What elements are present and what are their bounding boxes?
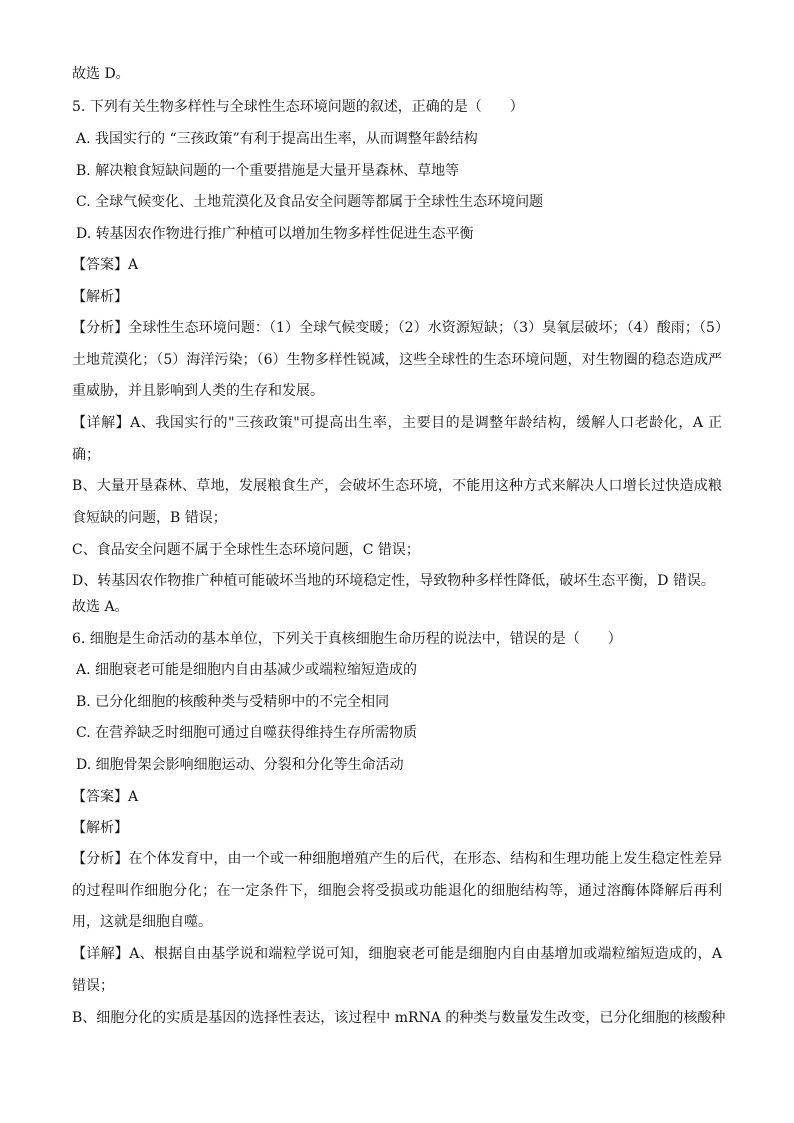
q5-answer: 【答案】A xyxy=(72,257,139,273)
q5-option-b: B. 解决粮食短缺问题的一个重要措施是大量开垦森林、草地等 xyxy=(76,163,460,179)
q6-analysis-heading: 【解析】 xyxy=(72,820,128,836)
q5-analysis-heading: 【解析】 xyxy=(72,289,128,305)
q5-detail-d: D、转基因农作物推广种植可能破坏当地的环境稳定性，导致物种多样性降低，破坏生态平衡，D 错误。 xyxy=(72,573,715,589)
q5-option-d: D. 转基因农作物进行推广种植可以增加生物多样性促进生态平衡 xyxy=(76,226,474,242)
q5-detail-c: C、食品安全问题不属于全球性生态环境问题，C 错误； xyxy=(72,542,420,558)
q5-option-c: C. 全球气候变化、土地荒漠化及食品安全问题等都属于全球性生态环境问题 xyxy=(76,194,544,210)
q5-detail-b: B、大量开垦森林、草地，发展粮食生产，会破坏生态环境，不能用这种方式来解决人口增长过快造成粮食短缺的问题，B 错误； xyxy=(72,478,722,526)
q6-option-a: A. 细胞衰老可能是细胞内自由基减少或端粒缩短造成的 xyxy=(76,662,418,678)
q6-detail-a: 【详解】A、根据自由基学说和端粒学说可知，细胞衰老可能是细胞内自由基增加或端粒缩短造成的，A 错误； xyxy=(72,946,722,994)
q5-analysis-paragraph: 【分析】全球性生态环境问题：（1）全球气候变暖；（2）水资源短缺；（3）臭氧层破坏；（4）酸雨；（5）土地荒漠化；（5）海洋污染；（6）生物多样性锐减，这些全球性的生态环境问题，对生物圈的稳态造成严重威胁，并且影响到人类的生存和发展。 xyxy=(72,320,722,399)
question-5-stem: 5. 下列有关生物多样性与全球性生态环境问题的叙述，正确的是（ ） xyxy=(72,99,524,115)
q6-analysis-paragraph: 【分析】在个体发育中，由一个或一种细胞增殖产生的后代，在形态、结构和生理功能上发生稳定性差异的过程叫作细胞分化；在一定条件下，细胞会将受损或功能退化的细胞结构等，通过溶酶体降解后再利用，这就是细胞自噬。 xyxy=(72,851,722,930)
q6-option-c: C. 在营养缺乏时细胞可通过自噬获得维持生存所需物质 xyxy=(76,725,418,741)
conclusion-q4: 故选 D。 xyxy=(72,66,130,82)
q6-option-d: D. 细胞骨架会影响细胞运动、分裂和分化等生命活动 xyxy=(76,757,404,773)
q5-option-a: A. 我国实行的 “三孩政策”有利于提高出生率，从而调整年龄结构 xyxy=(76,131,478,147)
q6-answer: 【答案】A xyxy=(72,789,139,805)
q5-detail-a: 【详解】A、我国实行的"三孩政策"可提高出生率，主要目的是调整年龄结构，缓解人口老龄化，A 正确； xyxy=(72,415,722,463)
question-6-stem: 6. 细胞是生命活动的基本单位，下列关于真核细胞生命历程的说法中，错误的是（ ） xyxy=(72,631,622,647)
q6-option-b: B. 已分化细胞的核酸种类与受精卵中的不完全相同 xyxy=(76,694,390,710)
q6-detail-b-partial: B、细胞分化的实质是基因的选择性表达，该过程中 mRNA 的种类与数量发生改变，已分化细胞的核酸种 xyxy=(72,1010,726,1026)
conclusion-q5: 故选 A。 xyxy=(72,599,129,615)
